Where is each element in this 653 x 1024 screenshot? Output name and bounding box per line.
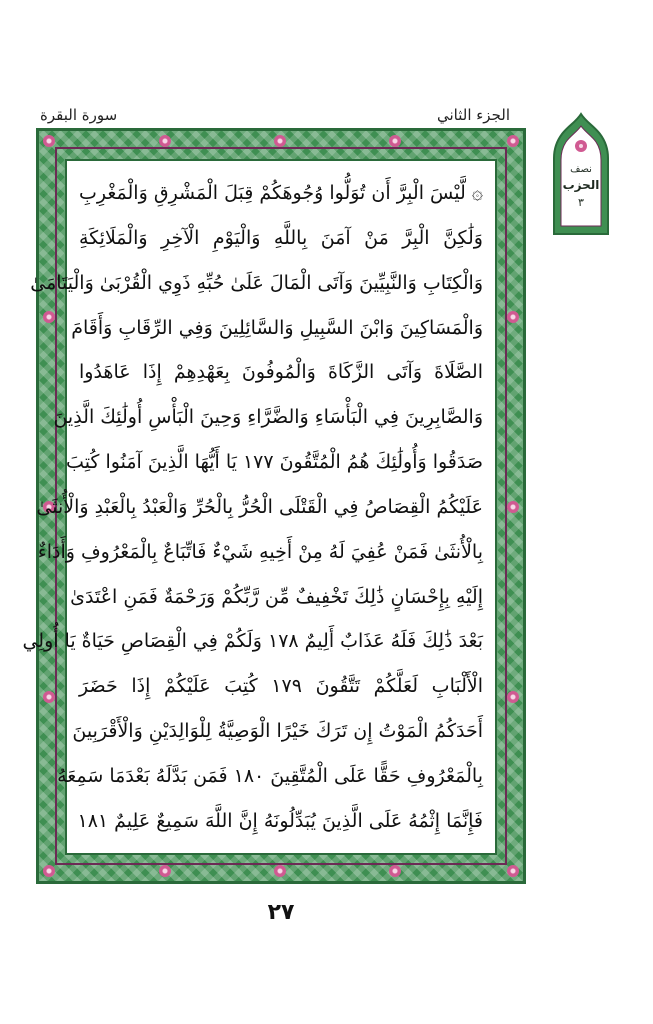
flower-ornament-icon: [507, 865, 519, 877]
verse-line: إِلَيْهِ بِإِحْسَانٍ ذَٰلِكَ تَخْفِيفٌ مِّن رَّبِّكُمْ وَرَحْمَةٌ فَمَنِ اعْتَدَىٰ: [70, 585, 483, 608]
flower-ornament-icon: [159, 865, 171, 877]
verse-text-area: [22, 159, 497, 855]
flower-ornament-icon: [43, 865, 55, 877]
verse-line: وَالْكِتَابِ وَالنَّبِيِّينَ وَآتَى الْمَالَ عَلَىٰ حُبِّهِ ذَوِي الْقُرْبَىٰ وَالْيَتَامَىٰ: [30, 271, 483, 294]
flower-ornament-icon: [159, 135, 171, 147]
verse-line: ۞ لَّيْسَ الْبِرَّ أَن تُوَلُّوا وُجُوهَكُمْ قِبَلَ الْمَشْرِقِ وَالْمَغْرِبِ: [79, 182, 483, 204]
hizb-marker: [548, 112, 614, 238]
flower-ornament-icon: [389, 865, 401, 877]
flower-ornament-icon: [43, 691, 55, 703]
verse-line: بِالْأُنثَىٰ فَمَنْ عُفِيَ لَهُ مِنْ أَخِيهِ شَيْءٌ فَاتِّبَاعٌ بِالْمَعْرُوفِ وَأَدَاءٌ: [37, 540, 483, 563]
verse-line: الْأَلْبَابِ لَعَلَّكُمْ تَتَّقُونَ ١٧٩ كُتِبَ عَلَيْكُمْ إِذَا حَضَرَ: [79, 675, 483, 698]
verse-line: فَإِنَّمَا إِثْمُهُ عَلَى الَّذِينَ يُبَدِّلُونَهُ إِنَّ اللَّهَ سَمِيعٌ عَلِيمٌ ١٨١: [77, 809, 483, 832]
verse-line: صَدَقُوا وَأُولَٰئِكَ هُمُ الْمُتَّقُونَ ١٧٧ يَا أَيُّهَا الَّذِينَ آمَنُوا كُتِبَ: [66, 451, 483, 474]
flower-ornament-icon: [43, 135, 55, 147]
flower-ornament-icon: [507, 311, 519, 323]
flower-ornament-icon: [274, 865, 286, 877]
page-number: ٢٧: [267, 900, 295, 925]
juz-title: الجزء الثاني: [436, 106, 510, 124]
flower-ornament-icon: [507, 501, 519, 513]
flower-ornament-icon: [507, 691, 519, 703]
page-header: [40, 100, 510, 130]
verse-line: وَالصَّابِرِينَ فِي الْبَأْسَاءِ وَالضَّرَّاءِ وَحِينَ الْبَأْسِ أُولَٰئِكَ الَّذِينَ: [53, 406, 483, 429]
verse-line: وَالْمَسَاكِينَ وَابْنَ السَّبِيلِ وَالسَّائِلِينَ وَفِي الرِّقَابِ وَأَقَامَ: [71, 316, 483, 339]
verse-line: عَلَيْكُمُ الْقِصَاصُ فِي الْقَتْلَى الْحُرُّ بِالْحُرِّ وَالْعَبْدُ بِالْعَبْدِ وَالْأُنثَىٰ: [36, 495, 483, 518]
hizb-marker-badge: [548, 112, 614, 238]
verse-line: الصَّلَاةَ وَآتَى الزَّكَاةَ وَالْمُوفُونَ بِعَهْدِهِمْ إِذَا عَاهَدُوا: [79, 361, 483, 384]
hizb-marker-label-top: نصف: [570, 164, 592, 175]
verse-line: أَحَدَكُمُ الْمَوْتُ إِن تَرَكَ خَيْرًا الْوَصِيَّةُ لِلْوَالِدَيْنِ وَالْأَقْرَبِينَ: [72, 720, 483, 743]
ornamental-frame: [22, 128, 526, 884]
flower-ornament-icon: [389, 135, 401, 147]
flower-ornament-icon: [43, 311, 55, 323]
hizb-marker-label: الحزب: [562, 178, 600, 192]
surah-title: سورة البقرة: [40, 106, 118, 124]
verse-line: بَعْدَ ذَٰلِكَ فَلَهُ عَذَابٌ أَلِيمٌ ١٧٨ وَلَكُمْ فِي الْقِصَاصِ حَيَاةٌ يَا أُولِي: [22, 630, 483, 653]
hizb-marker-number: ٣: [578, 196, 584, 209]
verse-line: وَلَٰكِنَّ الْبِرَّ مَنْ آمَنَ بِاللَّهِ وَالْيَوْمِ الْآخِرِ وَالْمَلَائِكَةِ: [79, 226, 483, 249]
verse-lines: [22, 171, 483, 843]
flower-ornament-icon: [274, 135, 286, 147]
flower-ornament-icon: [507, 135, 519, 147]
verse-line: بِالْمَعْرُوفِ حَقًّا عَلَى الْمُتَّقِينَ ١٨٠ فَمَن بَدَّلَهُ بَعْدَمَا سَمِعَهُ: [57, 764, 483, 787]
